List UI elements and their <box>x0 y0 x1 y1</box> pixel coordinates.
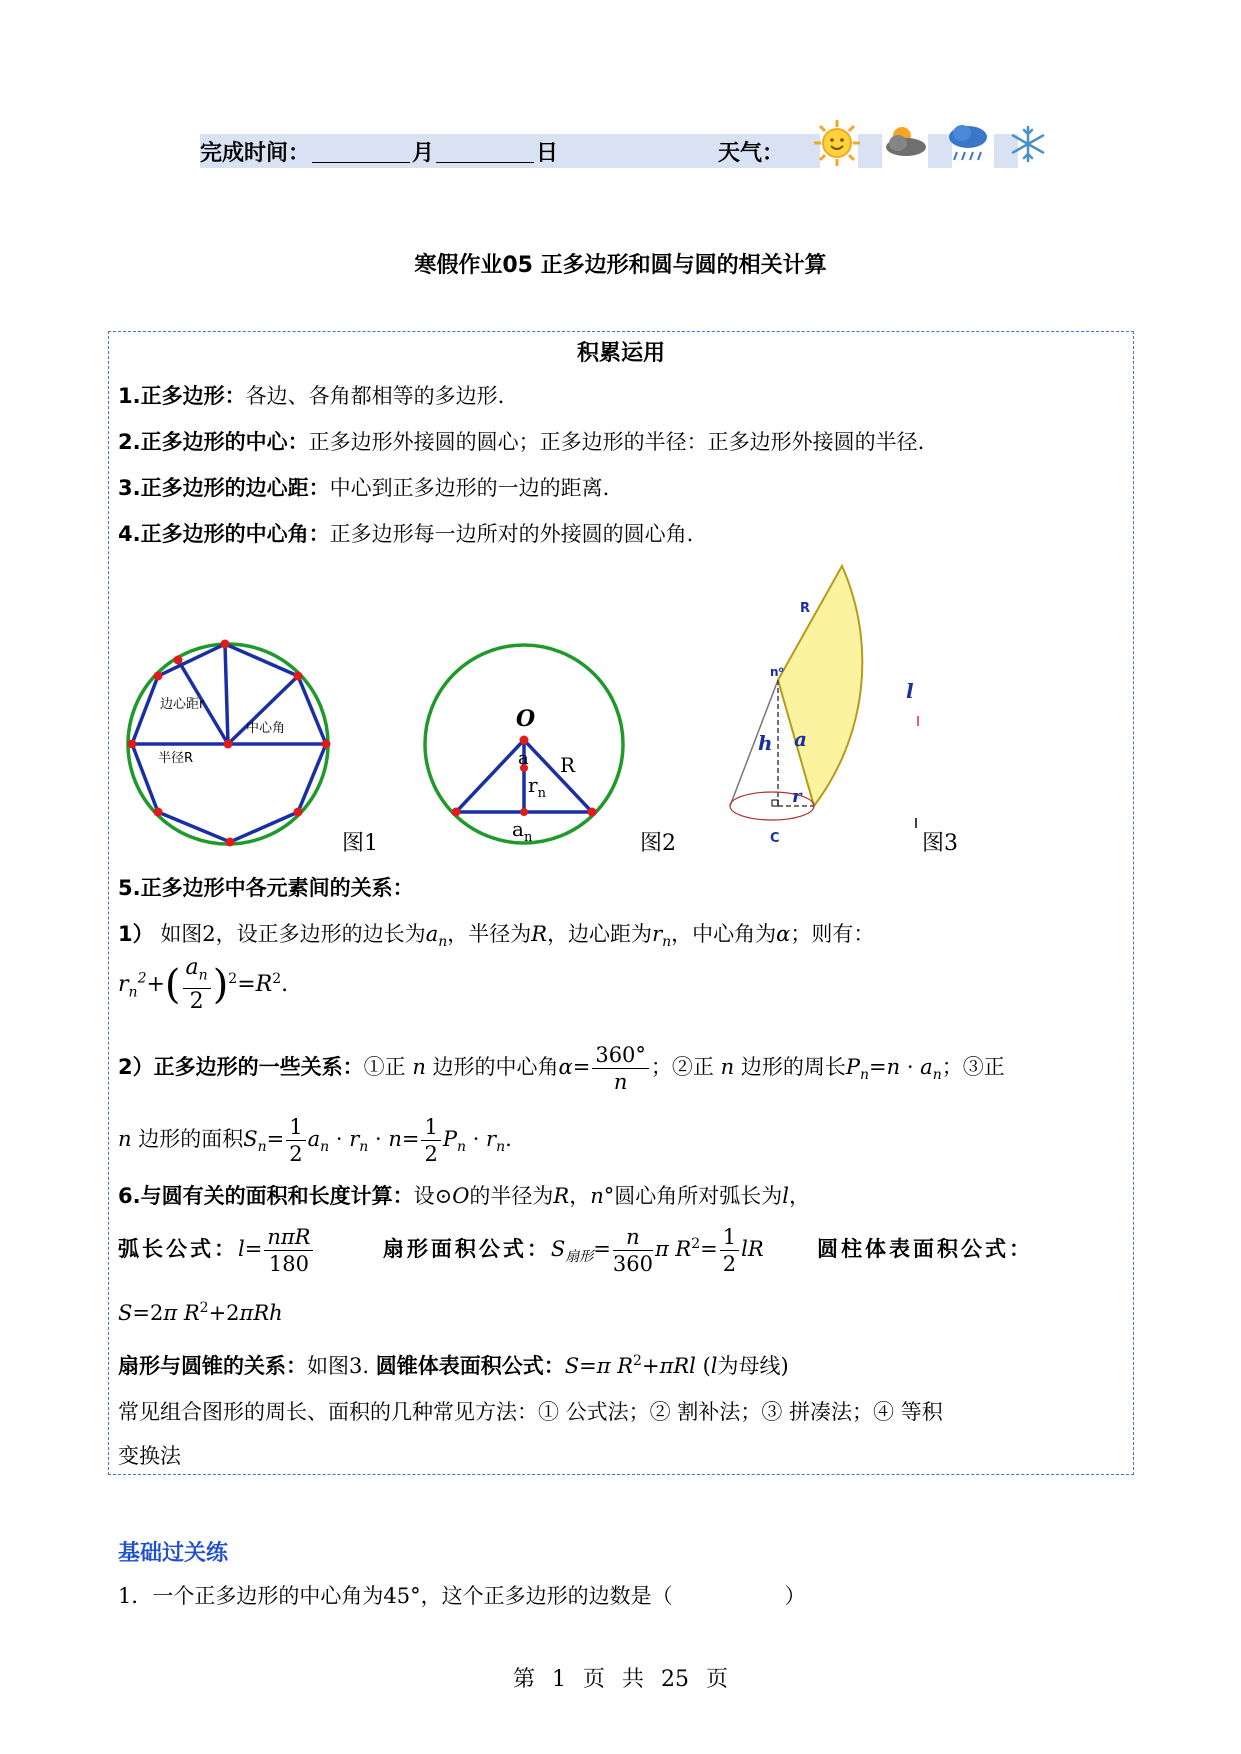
label-central-angle: 中心角 <box>246 721 286 736</box>
question-1[interactable]: 1．一个正多边形的中心角为45°，这个正多边形的边数是（ ） <box>118 1584 806 1608</box>
label-an: a <box>512 817 524 841</box>
month-label: 月 <box>412 140 435 166</box>
label-fig3-rsmall: r <box>792 786 802 807</box>
formula-cylinder: S=2π $R^2+2\pi Rh$ <box>118 1300 283 1325</box>
page-title: 寒假作业05 正多边形和圆与圆的相关计算 <box>414 253 827 278</box>
label-fig3-c: C <box>770 831 780 846</box>
partly-cloudy-icon[interactable] <box>880 122 930 162</box>
item-5-2-area: n 边形的面积$S_n=$ $\frac{1}{2}$ $a_n \cdot r_n \cdot n=$ $\frac{1}{2}$ $P_n \cdot r_n$. <box>118 1115 512 1166</box>
label-fig3-l: l <box>906 679 914 703</box>
figure-3-cone-sector <box>720 560 940 850</box>
sunny-icon[interactable] <box>812 118 862 168</box>
label-fig3-r: R <box>800 601 811 616</box>
day-label: 日 <box>536 140 559 166</box>
formula-pythagoras: $r_n^2+$( $\frac{a_n}{2}$ )$^2=R^2$. <box>118 955 289 1015</box>
day-blank[interactable] <box>436 140 534 163</box>
weather-label: 天气： <box>718 140 785 166</box>
label-rn-sub: n <box>537 786 546 801</box>
item-3: 3.正多边形的边心距：中心到正多边形的一边的距离. <box>118 476 610 500</box>
cone-relation: 扇形与圆锥的关系：如图3. 圆锥体表面积公式：S=π $R^2+\pi Rl$ (l为母线) <box>118 1353 789 1378</box>
item-5-1: 1） 如图2，设正多边形的边长为$a_n$，半径为R，边心距为$r_n$，中心角为α；则有： <box>118 922 875 951</box>
figure-1-octagon <box>120 632 340 852</box>
snowflake-icon[interactable] <box>1008 124 1048 164</box>
svg-text:rn <box>528 773 547 801</box>
section-title: 积累运用 <box>576 341 665 366</box>
item-2: 2.正多边形的中心：正多边形外接圆的圆心；正多边形的半径：正多边形外接圆的半径. <box>118 430 925 454</box>
label-fig3-a: a <box>794 727 807 751</box>
month-blank[interactable] <box>312 140 410 163</box>
completion-time-bar <box>200 134 820 168</box>
item-4: 4.正多边形的中心角：正多边形每一边所对的外接圆的圆心角. <box>118 522 694 546</box>
figure-2-caption: 图2 <box>640 831 676 856</box>
item-5-heading: 5.正多边形中各元素间的关系： <box>118 876 414 900</box>
label-big-r: R <box>560 753 576 777</box>
label-an-sub: n <box>523 830 533 845</box>
completion-time-label: 完成时间： <box>200 140 311 166</box>
label-radius: 半径R <box>158 751 194 766</box>
item-1: 1.正多边形：各边、各角都相等的多边形. <box>118 384 505 408</box>
label-o: O <box>516 706 536 732</box>
figure-1-caption: 图1 <box>342 831 378 856</box>
label-fig3-n: n⁰ <box>770 665 784 679</box>
svg-text:an <box>512 817 533 845</box>
basic-practice-heading: 基础过关练 <box>118 1541 229 1566</box>
label-rn: r <box>528 773 538 797</box>
page-footer: 第 1 页 共 25 页 <box>513 1667 728 1692</box>
methods-line-2: 变换法 <box>118 1444 181 1468</box>
label-fig3-h: h <box>758 731 773 755</box>
formulas-arc-sector-cylinder: 弧长公式：l= $\frac{\text{nπR}}{180}$ 扇形面积公式：$S_{扇形}=$ $\frac{n}{360}$ π $R^2=$ $\frac{1}{2}$ lR 圆柱体表面积公式： <box>118 1225 1034 1276</box>
label-apothem: 边心距r <box>160 697 205 712</box>
figure-3-caption: 图3 <box>922 831 958 856</box>
methods-line-1: 常见组合图形的周长、面积的几种常见方法：① 公式法；② 割补法；③ 拼凑法；④ 等积 <box>118 1400 943 1424</box>
figure-2-triangle <box>420 640 630 850</box>
item-6: 6.与圆有关的面积和长度计算：设⊙O的半径为R，n°圆心角所对弧长为l， <box>118 1184 810 1208</box>
item-5-2: 2）正多边形的一些关系：①正 n 边形的中心角α= $\frac{360^\circ}{n}$ ；②正 n 边形的周长$P_n=n \cdot a_n$；③正 <box>118 1043 1005 1094</box>
rain-icon[interactable] <box>945 120 991 166</box>
label-a: a <box>518 748 529 769</box>
